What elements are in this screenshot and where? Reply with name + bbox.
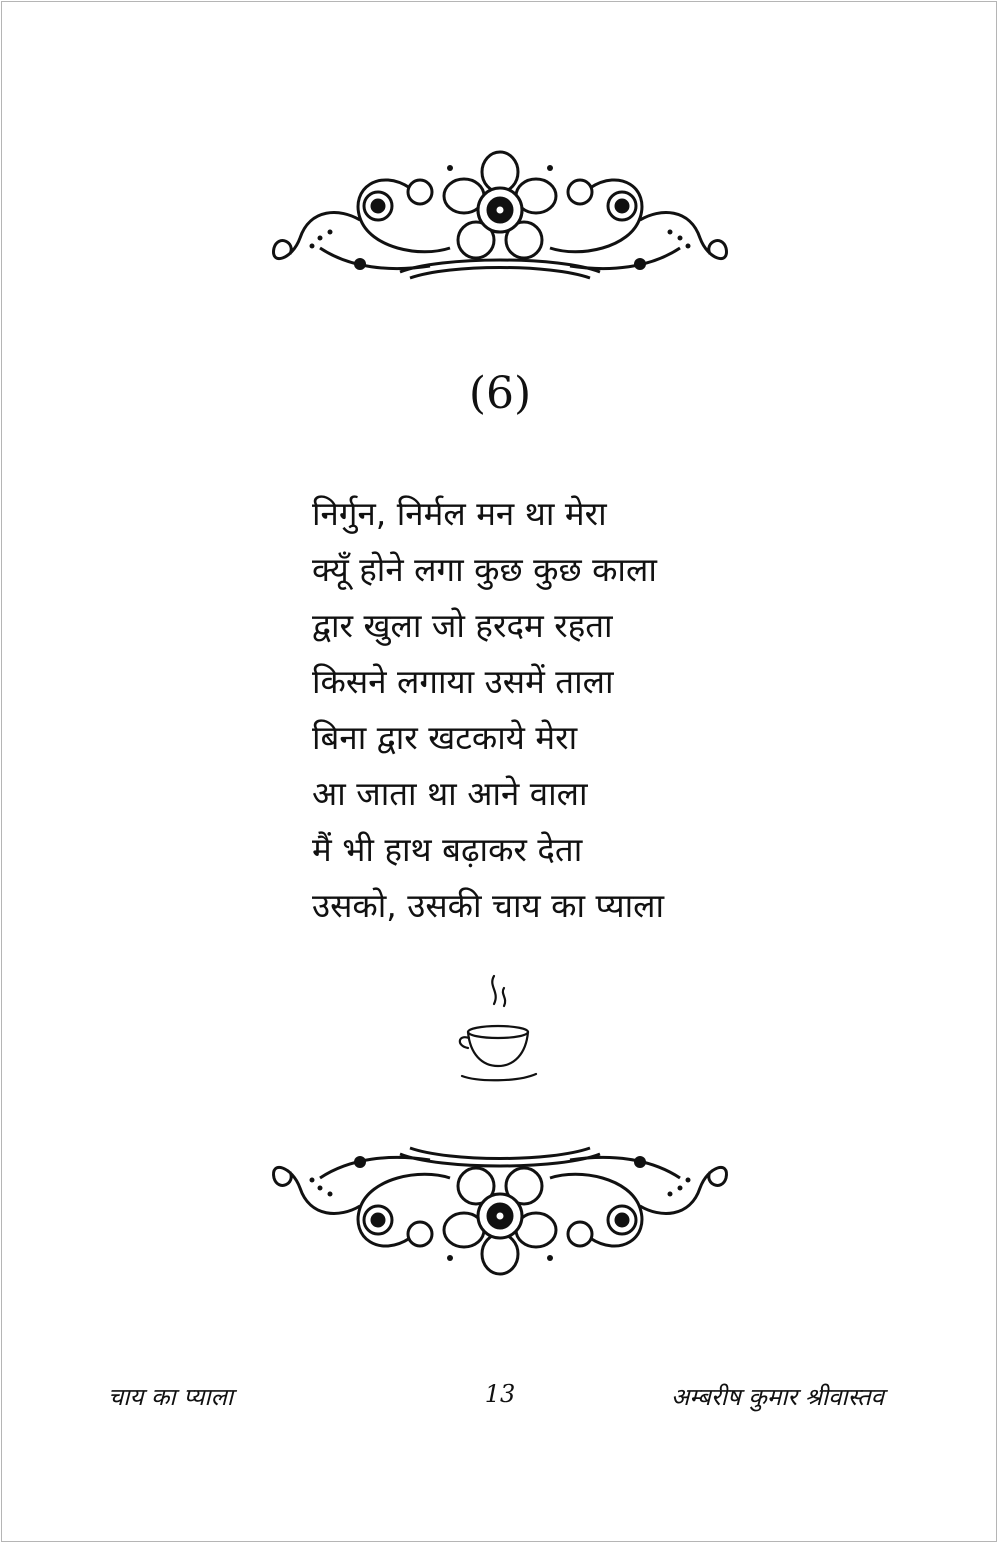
poem-line: बिना द्वार खटकाये मेरा bbox=[312, 718, 578, 757]
floral-ornament-bottom-icon bbox=[260, 1138, 740, 1278]
poem-line: द्वार खुला जो हरदम रहता bbox=[312, 606, 613, 645]
tea-cup-icon bbox=[448, 972, 548, 1087]
footer-author: अम्बरीष कुमार श्रीवास्तव bbox=[671, 1383, 884, 1411]
poem-line: निर्गुन, निर्मल मन था मेरा bbox=[312, 494, 607, 533]
poem-line: किसने लगाया उसमें ताला bbox=[312, 662, 614, 701]
poem-line: मैं भी हाथ बढ़ाकर देता bbox=[312, 830, 583, 869]
poem-number: (6) bbox=[468, 368, 532, 419]
poem-body bbox=[312, 486, 772, 934]
poem-line: आ जाता था आने वाला bbox=[312, 774, 588, 813]
footer-book-title: चाय का प्याला bbox=[108, 1383, 234, 1411]
footer-page-number: 13 bbox=[484, 1380, 516, 1408]
poem-line: उसको, उसकी चाय का प्याला bbox=[312, 886, 665, 925]
floral-ornament-top-icon bbox=[260, 148, 740, 288]
poem-line: क्यूँ होने लगा कुछ कुछ काला bbox=[312, 550, 657, 589]
